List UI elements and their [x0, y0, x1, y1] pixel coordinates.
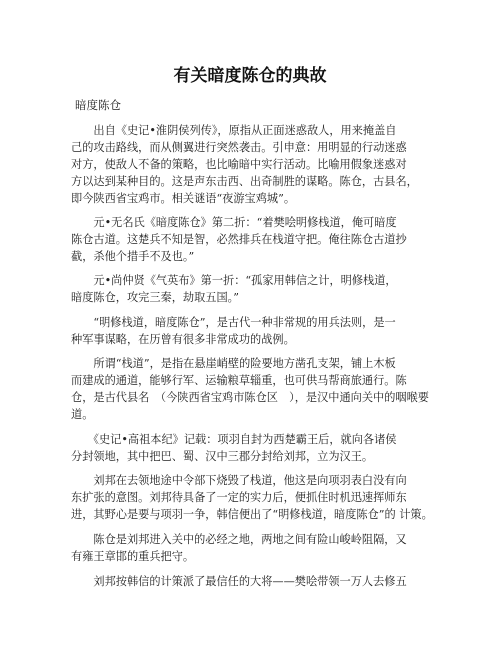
paragraph-9: [71, 573, 449, 590]
paragraph-6: [71, 431, 449, 465]
text-line: 《史记•高祖本纪》记载：项羽自封为西楚霸王后，就向各诸侯: [71, 433, 397, 446]
text-line: 而建成的通道，能够行军、运输粮草辎重，也可供马帮商旅通行。陈: [71, 374, 407, 387]
text-line: 分封领地，其中把巴、蜀、汉中三郡分封给刘邦，立为汉王。: [71, 450, 374, 463]
text-line: 东扩张的意图。刘邦待具备了一定的实力后，便抓住时机迅速挥师东: [71, 491, 407, 504]
text-line: 陈仓是刘邦进入关中的必经之地，两地之间有险山峻岭阻隔，又: [71, 533, 407, 546]
text-line: 有雍王章邯的重兵把守。: [71, 550, 195, 563]
text-line: 元•无名氏《暗度陈仓》第二折：“着樊哙明修栈道，俺可暗度: [71, 216, 397, 229]
text-line: 即今陕西省宝鸡市。相关谜语“夜游宝鸡城”。: [71, 192, 296, 205]
paragraph-1: [71, 122, 449, 207]
text-line: 所谓“栈道”，是指在悬崖峭壁的险要地方凿孔支架，铺上木板: [71, 357, 396, 370]
paragraph-4: [71, 314, 449, 348]
paragraph-8: [71, 531, 449, 565]
page-title: 有关暗度陈仓的典故: [173, 66, 327, 86]
text-line: 暗度陈仓，攻完三秦，劫取五国。”: [71, 291, 239, 304]
text-line: 仓，是古代县名 （今陕西省宝鸡市陈仓区 ），是汉中通向关中的咽喉要: [71, 391, 429, 404]
text-line: “明修栈道，暗度陈仓”，是古代一种非常规的用兵法则，是一: [71, 316, 396, 329]
paragraph-2: [71, 214, 449, 265]
text-line: 陈仓古道。这楚兵不知是智，必然排兵在栈道守把。俺往陈仓古道抄: [71, 233, 407, 246]
text-line: 出自《史记•淮阴侯列传》，原指从正面迷惑敌人，用来掩盖自: [71, 124, 397, 137]
text-line: 刘邦在去领地途中令部下烧毁了栈道，他这是向项羽表白没有向: [71, 474, 407, 487]
text-line: 元•尚仲贤《气英布》第一折：“孤家用韩信之计，明修栈道，: [71, 274, 397, 287]
paragraph-5: [71, 355, 449, 423]
text-line: 己的攻击路线，而从侧翼进行突然袭击。引申意：用明显的行动迷惑: [71, 141, 407, 154]
text-line: 进，其野心是要与项羽一争，韩信便出了“明修栈道，暗度陈仓”的 计策。: [71, 508, 433, 521]
paragraph-7: [71, 472, 449, 523]
text-line: 刘邦按韩信的计策派了最信任的大将——樊哙带领一万人去修五: [71, 575, 407, 588]
text-line: 道。: [71, 408, 94, 421]
text-line: 对方，使敌人不备的策略，也比喻暗中实行活动。比喻用假象迷惑对: [71, 158, 407, 171]
text-line: 方以达到某种目的。这是声东击西、出奇制胜的谋略。陈仓，古县名，: [71, 175, 418, 188]
paragraph-3: [71, 272, 449, 306]
text-line: 种军事谋略，在历曾有很多非常成功的战例。: [71, 333, 295, 346]
text-line: 截，杀他个措手不及也。”: [71, 250, 195, 263]
subheading: 暗度陈仓: [75, 98, 121, 112]
